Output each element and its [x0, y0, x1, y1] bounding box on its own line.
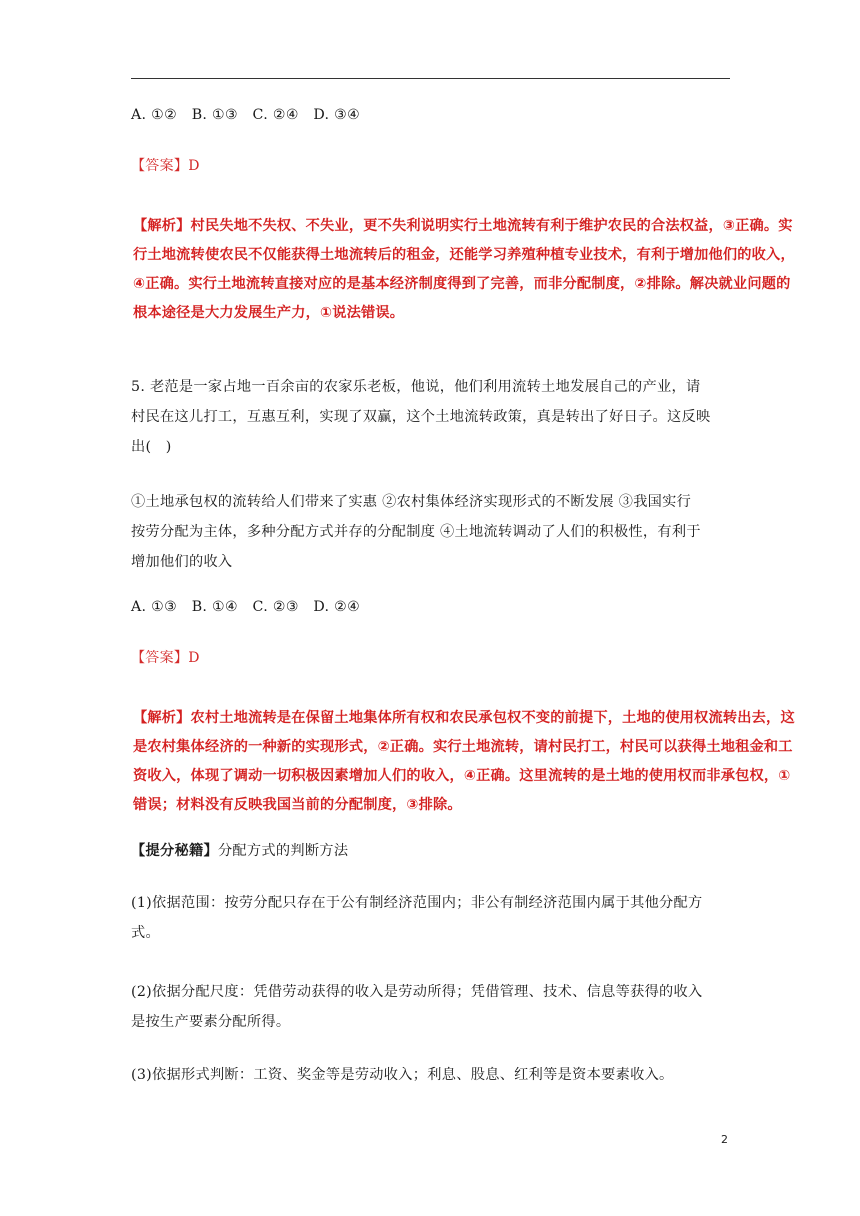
tips-item-3: (3)依据形式判断：工资、奖金等是劳动收入；利息、股息、红利等是资本要素收入。 [131, 1067, 674, 1083]
q4-analysis-line: 【解析】村民失地不失权、不失业，更不失利说明实行土地流转有利于维护农民的合法权益，③正确。实 [133, 218, 793, 234]
tips-item-2 [131, 977, 741, 1037]
q4-choices: A. ①② B. ①③ C. ②④ D. ③④ [131, 107, 361, 123]
tips-heading [131, 840, 741, 860]
tips-item-1 [131, 888, 741, 948]
tips-item-line: 式。 [131, 925, 160, 941]
q5-stem-line: 5. 老范是一家占地一百余亩的农家乐老板，他说，他们利用流转土地发展自己的产业，请 [131, 379, 701, 395]
page-number: 2 [721, 1133, 728, 1146]
tips-item-line: (2)依据分配尺度：凭借劳动获得的收入是劳动所得；凭借管理、技术、信息等获得的收入 [131, 984, 703, 1000]
q5-analysis [133, 704, 795, 820]
tips-item-line: (1)依据范围：按劳分配只存在于公有制经济范围内；非公有制经济范围内属于其他分配方 [131, 895, 703, 911]
q5-answer: 【答案】D [131, 650, 200, 666]
q4-analysis-line: ④正确。实行土地流转直接对应的是基本经济制度得到了完善，而非分配制度，②排除。解决就业问题的 [133, 276, 791, 292]
q4-analysis-line: 行土地流转使农民不仅能获得土地流转后的租金，还能学习养殖种植专业技术，有利于增加他们的收入， [133, 247, 795, 263]
tips-item-line: 是按生产要素分配所得。 [131, 1014, 291, 1030]
q5-stem [131, 372, 741, 462]
q5-analysis-line: 是农村集体经济的一种新的实现形式，②正确。实行土地流转，请村民打工，村民可以获得土地租金和工 [133, 739, 793, 755]
q5-analysis-line: 错误；材料没有反映我国当前的分配制度，③排除。 [133, 797, 462, 813]
q5-statement-line: 按劳分配为主体，多种分配方式并存的分配制度 ④土地流转调动了人们的积极性，有利于 [131, 524, 701, 540]
q5-analysis-line: 【解析】农村土地流转是在保留土地集体所有权和农民承包权不变的前提下，土地的使用权流转出去，这 [133, 710, 795, 726]
header-rule [131, 78, 730, 79]
q5-choices: A. ①③ B. ①④ C. ②③ D. ②④ [131, 599, 361, 615]
q4-analysis [133, 212, 795, 328]
q5-stem-line: 村民在这儿打工，互惠互利，实现了双赢，这个土地流转政策，真是转出了好日子。这反映 [131, 409, 711, 425]
tips-heading-label: 【提分秘籍】 [131, 843, 218, 859]
q5-stem-line: 出( ) [131, 439, 172, 455]
tips-heading-text: 分配方式的判断方法 [217, 843, 349, 859]
q5-statement-line: 增加他们的收入 [131, 554, 233, 570]
q4-analysis-line: 根本途径是大力发展生产力，①说法错误。 [133, 305, 405, 321]
q5-statement-line: ①土地承包权的流转给人们带来了实惠 ②农村集体经济实现形式的不断发展 ③我国实行 [131, 494, 692, 510]
q4-answer: 【答案】D [131, 158, 200, 174]
q5-analysis-line: 资收入，体现了调动一切积极因素增加人们的收入，④正确。这里流转的是土地的使用权而非承包权，① [133, 768, 791, 784]
q5-statements [131, 487, 741, 577]
